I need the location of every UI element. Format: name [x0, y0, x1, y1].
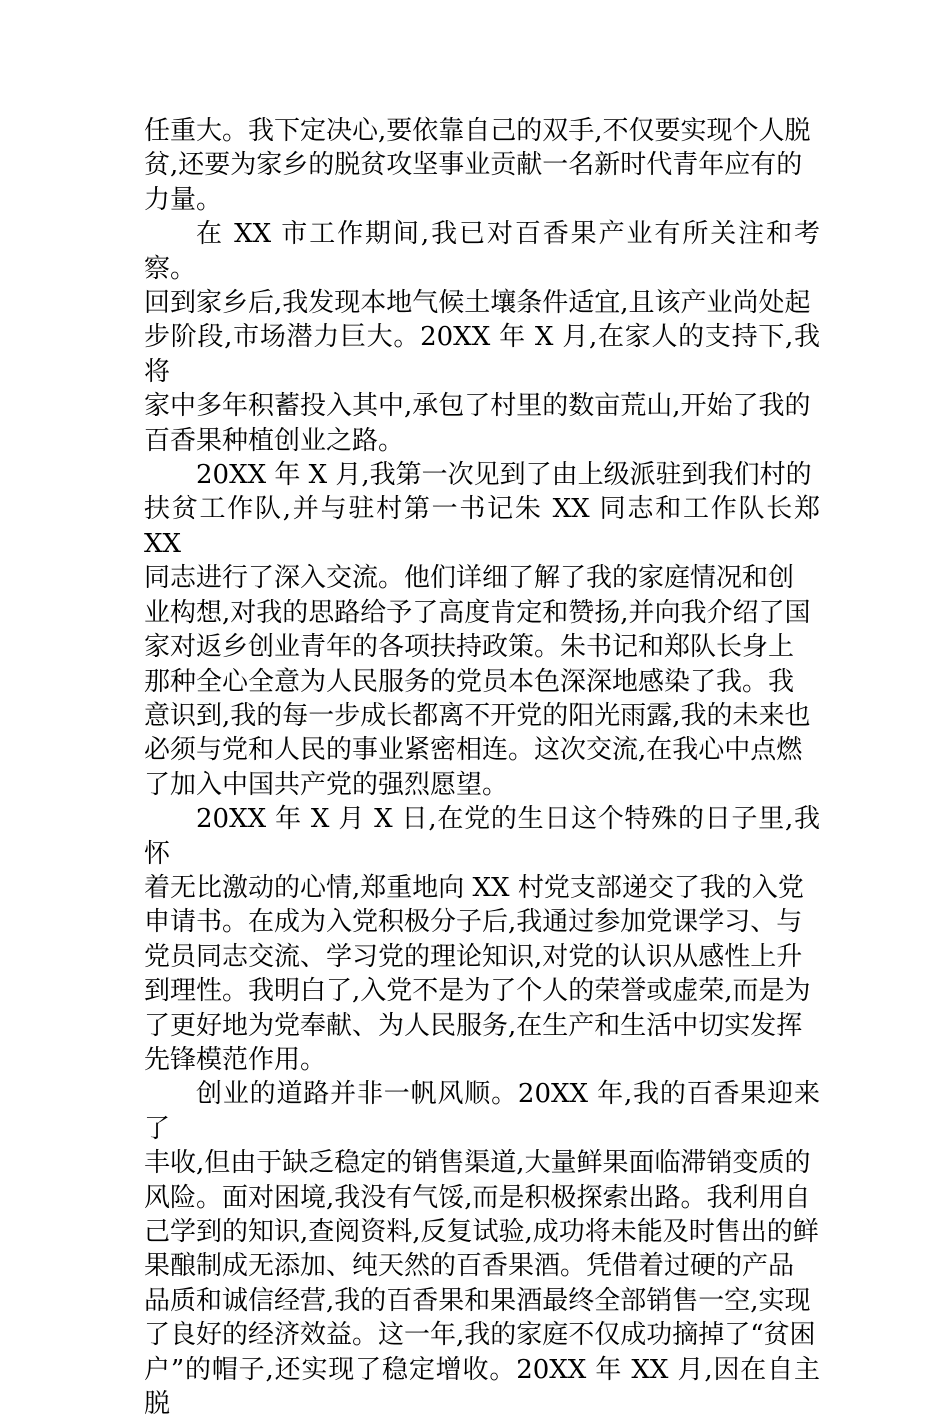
paragraph-continued: 任重大。我下定决心,要依靠自己的双手,不仅要实现个人脱 贫,还要为家乡的脱贫攻坚事业贡献一名新时代青年应有的 力量。: [144, 116, 811, 215]
paragraph-entrepreneurship: 创业的道路并非一帆风顺。20XX 年,我的百香果迎来了 丰收,但由于缺乏稳定的销售渠道,大量鲜果面临滞销变质的 风险。面对困境,我没有气馁,而是积极探索出路。我利用自 己学到的知识,查阅资料,反复试验,成功将未能及时售出的鲜 果酿制成无添加、纯天然的百香果酒。凭借着过硬的产品 品质和诚信经营,我的百香果和果酒最终全部销售一空,实现 了良好的经济效益。这一年,我的家庭不仅成功摘掉了“贫困 户”的帽子,还实现了稳定增收。20XX 年 XX 月,因在自主脱: [144, 1079, 820, 1420]
paragraph-poverty-team-meeting: 20XX 年 X 月,我第一次见到了由上级派驻到我们村的 扶贫工作队,并与驻村第一书记朱 XX 同志和工作队长郑 XX 同志进行了深入交流。他们详细了解了我的家庭情况和创 业构想,对我的思路给予了高度肯定和赞扬,并向我介绍了国 家对返乡创业青年的各项扶持政策。朱书记和郑队长身上 那种全心全意为人民服务的党员本色深深地感染了我。我 意识到,我的每一步成长都离不开党的阳光雨露,我的未来也 必须与党和人民的事业紧密相连。这次交流,在我心中点燃 了加入中国共产党的强烈愿望。: [144, 460, 820, 800]
paragraph-party-application: 20XX 年 X 月 X 日,在党的生日这个特殊的日子里,我怀 着无比激动的心情,郑重地向 XX 村党支部递交了我的入党 申请书。在成为入党积极分子后,我通过参加党课学习、与 党员同志交流、学习党的理论知识,对党的认识从感性上升 到理性。我明白了,入党不是为了个人的荣誉或虚荣,而是为 了更好地为党奉献、为人民服务,在生产和生活中切实发挥 先锋模范作用。: [144, 804, 820, 1075]
paragraph-xx-city-work: 在 XX 市工作期间,我已对百香果产业有所关注和考察。 回到家乡后,我发现本地气候土壤条件适宜,且该产业尚处起 步阶段,市场潜力巨大。20XX 年 X 月,在家人的支持下,我将 家中多年积蓄投入其中,承包了村里的数亩荒山,开始了我的 百香果种植创业之路。: [144, 219, 820, 456]
document-body: [144, 114, 820, 1421]
